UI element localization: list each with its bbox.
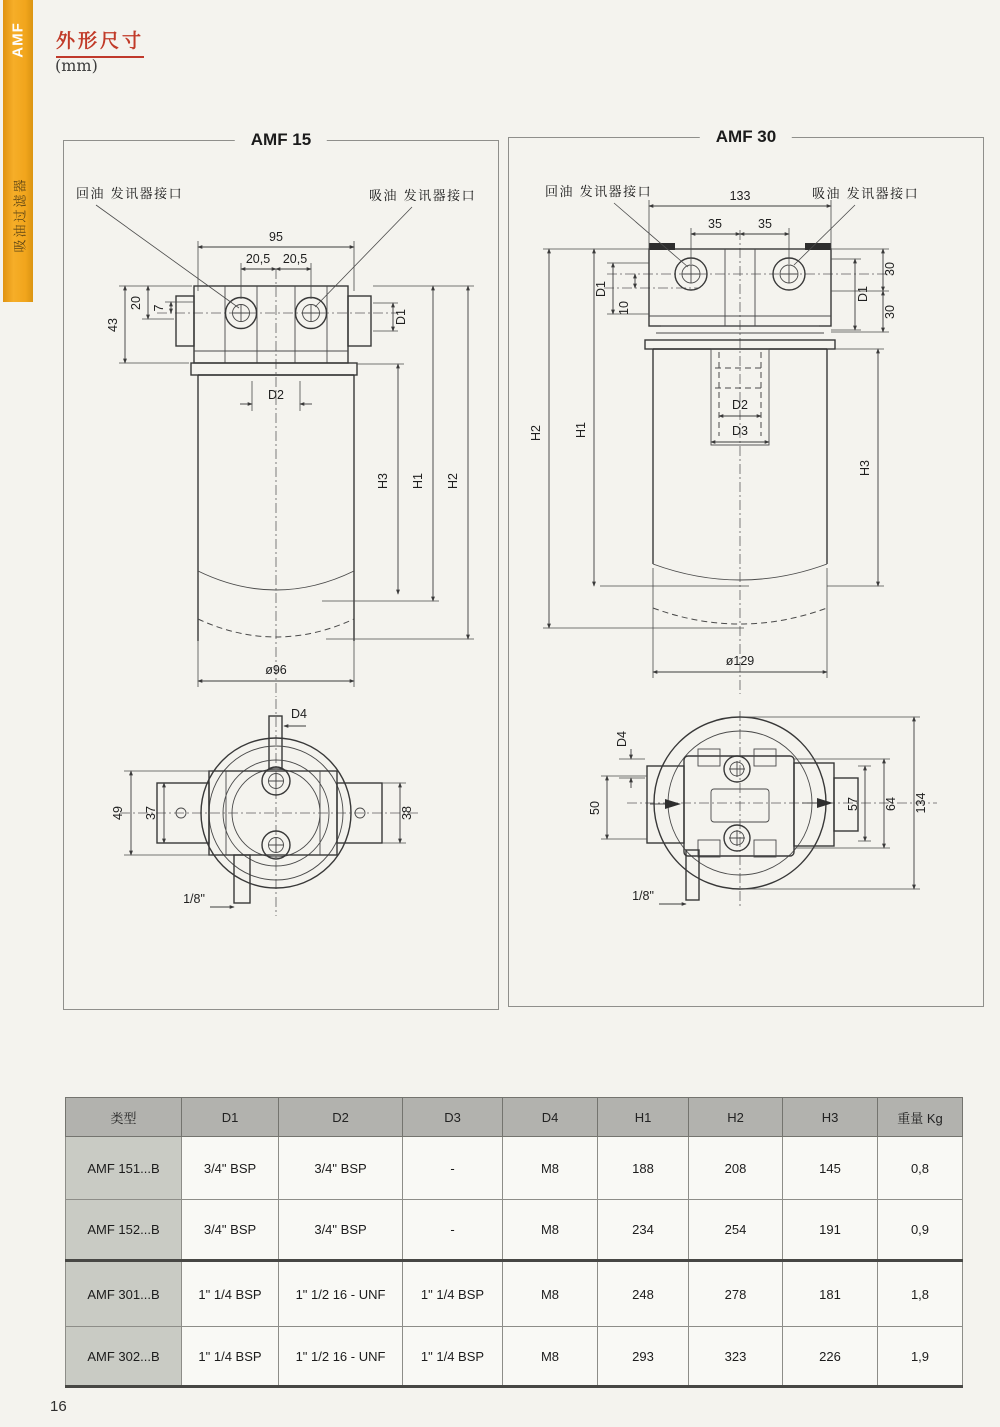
amf15-front-view: [176, 286, 371, 641]
dim-d3: D3: [732, 424, 748, 438]
dim-205a: 20,5: [245, 252, 271, 266]
suction-port-label: 吸油 发讯器接口: [812, 187, 920, 202]
dim-35b: 35: [758, 217, 772, 231]
flow-arrow-left: [665, 799, 681, 809]
cell: M8: [503, 1261, 598, 1327]
dim-57: 57: [846, 797, 860, 811]
cell: 3/4" BSP: [279, 1137, 403, 1200]
amf15-dimensions-height: [322, 286, 474, 639]
cell: -: [403, 1137, 503, 1200]
suction-port-label: 吸油 发讯器接口: [369, 189, 477, 204]
dim-h1: H1: [574, 422, 588, 438]
panel-amf30: [508, 127, 984, 1007]
cell: 1,9: [878, 1327, 963, 1387]
dim-30-bottom: 30: [883, 305, 897, 319]
dim-35a: 35: [708, 217, 722, 231]
dim-d1-right: D1: [856, 286, 870, 302]
cell: 278: [689, 1261, 783, 1327]
cell: 1" 1/4 BSP: [182, 1327, 279, 1387]
dim-133: 133: [729, 189, 751, 203]
dim-64: 64: [884, 797, 898, 811]
dim-43: 43: [106, 318, 120, 332]
amf30-dimensions-bottom: [588, 717, 928, 904]
dim-h3: H3: [376, 473, 390, 489]
col-header-type: 类型: [66, 1098, 182, 1137]
dim-20: 20: [129, 296, 143, 310]
panel-amf30-title: AMF 30: [700, 127, 792, 147]
amf30-bottom-view: [647, 717, 858, 900]
cell: 188: [598, 1137, 689, 1200]
dim-h3: H3: [858, 460, 872, 476]
table-row: [66, 1327, 963, 1387]
cell: 1" 1/4 BSP: [403, 1261, 503, 1327]
panel-amf15: [63, 130, 499, 1010]
cell: 0,8: [878, 1137, 963, 1200]
col-header-h2: H2: [689, 1098, 783, 1137]
dim-10: 10: [617, 301, 631, 315]
cell: 1" 1/2 16 - UNF: [279, 1261, 403, 1327]
cell: 226: [783, 1327, 878, 1387]
dim-50: 50: [588, 801, 602, 815]
cell: 293: [598, 1327, 689, 1387]
col-header-d1: D1: [182, 1098, 279, 1137]
sidebar-series-label: AMF: [9, 22, 27, 58]
table-row: [66, 1137, 963, 1200]
cell: 3/4" BSP: [182, 1200, 279, 1261]
dim-38: 38: [400, 806, 414, 820]
dim-d4: D4: [291, 707, 307, 721]
col-header-d4: D4: [503, 1098, 598, 1137]
cell: M8: [503, 1137, 598, 1200]
cell-model: AMF 152...B: [66, 1200, 182, 1261]
return-port-label: 回油 发讯器接口: [545, 185, 653, 200]
cell-model: AMF 301...B: [66, 1261, 182, 1327]
cell: 0,9: [878, 1200, 963, 1261]
cell: 145: [783, 1137, 878, 1200]
cell: 3/4" BSP: [279, 1200, 403, 1261]
col-header-d2: D2: [279, 1098, 403, 1137]
table-row: [66, 1200, 963, 1261]
head-tab-right: [805, 243, 831, 250]
col-header-d3: D3: [403, 1098, 503, 1137]
dim-drain: 1/8": [183, 892, 205, 906]
col-header-h1: H1: [598, 1098, 689, 1137]
cell: 181: [783, 1261, 878, 1327]
amf30-dimensions-left: [594, 263, 649, 315]
dim-205b: 20,5: [282, 252, 308, 266]
amf30-dimensions-right: [831, 249, 897, 332]
dim-drain: 1/8": [632, 889, 654, 903]
page-unit-label: (mm): [55, 56, 98, 75]
cell: M8: [503, 1327, 598, 1387]
page-title: 外形尺寸: [56, 26, 144, 58]
dimension-table: [65, 1097, 963, 1388]
cell: 3/4" BSP: [182, 1137, 279, 1200]
dim-h1: H1: [411, 473, 425, 489]
cell: 234: [598, 1200, 689, 1261]
cell: 191: [783, 1200, 878, 1261]
cell: 254: [689, 1200, 783, 1261]
cell: 248: [598, 1261, 689, 1327]
amf30-drawing: [509, 138, 983, 1006]
dim-49: 49: [111, 806, 125, 820]
dim-d1-left: D1: [594, 281, 608, 297]
amf15-bottom-view: [157, 716, 382, 903]
col-header-weight: 重量 Kg: [878, 1098, 963, 1137]
cell: 1,8: [878, 1261, 963, 1327]
cell-model: AMF 151...B: [66, 1137, 182, 1200]
dim-37: 37: [144, 806, 158, 820]
amf15-dimensions-bottom: [111, 707, 414, 907]
sidebar-tab: [3, 0, 33, 302]
page-number: 16: [50, 1398, 67, 1415]
panel-amf15-title: AMF 15: [235, 130, 327, 150]
dim-dia129: ø129: [725, 654, 755, 668]
cell: -: [403, 1200, 503, 1261]
cell: 323: [689, 1327, 783, 1387]
dim-h2: H2: [529, 425, 543, 441]
dim-95: 95: [269, 230, 283, 244]
dim-dia96: ø96: [265, 663, 287, 677]
amf15-drawing: [64, 141, 498, 1009]
dim-d4: D4: [615, 731, 629, 747]
cell-model: AMF 302...B: [66, 1327, 182, 1387]
cell: M8: [503, 1200, 598, 1261]
dim-d1: D1: [394, 309, 408, 325]
cell: 1" 1/4 BSP: [182, 1261, 279, 1327]
amf15-centerlines: [120, 269, 420, 916]
dim-134: 134: [914, 792, 928, 814]
dim-7: 7: [152, 304, 166, 312]
amf15-dimension-d1: [373, 303, 408, 331]
dim-d2: D2: [268, 388, 284, 402]
table-row: [66, 1261, 963, 1327]
cell: 1" 1/4 BSP: [403, 1327, 503, 1387]
cell: 1" 1/2 16 - UNF: [279, 1327, 403, 1387]
return-port-label: 回油 发讯器接口: [76, 187, 184, 202]
sidebar-category-label: 吸油过滤器: [12, 177, 28, 253]
flow-arrow-right: [817, 798, 833, 808]
col-header-h3: H3: [783, 1098, 878, 1137]
cell: 208: [689, 1137, 783, 1200]
table-header-row: [66, 1098, 963, 1137]
dim-h2: H2: [446, 473, 460, 489]
amf15-dimensions-left: [106, 286, 194, 363]
dim-d2: D2: [732, 398, 748, 412]
dim-30-top: 30: [883, 262, 897, 276]
